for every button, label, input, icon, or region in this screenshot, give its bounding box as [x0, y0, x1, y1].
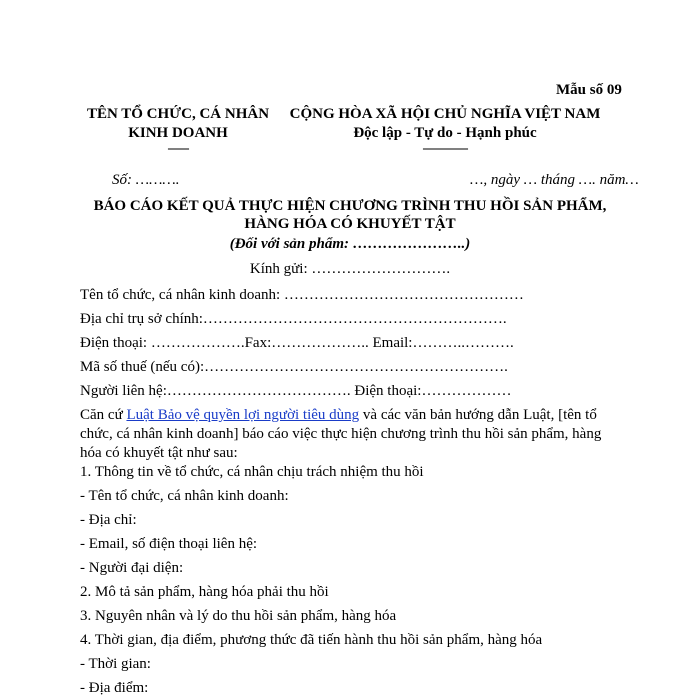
national-header-dash: --------------- [422, 141, 468, 155]
form-number: Mẫu số 09 [556, 82, 622, 98]
paragraph-suffix: và các văn bản hướng dẫn Luật, [tên tổ chức, cá nhân kinh doanh] báo cáo việc thực hiện chương trình thu hồi sản phẩm, hàng hóa có khuyết tật như sau: [80, 407, 602, 461]
national-header [280, 105, 610, 153]
title-line1: BÁO CÁO KẾT QUẢ THỰC HIỆN CHƯƠNG TRÌNH THU HỒI SẢN PHẨM, [93, 198, 607, 214]
title-line2: HÀNG HÓA CÓ KHUYẾT TẬT [244, 216, 456, 232]
recipient-line: Kính gửi: ………………………. [249, 261, 451, 277]
organization-header [68, 105, 288, 153]
org-header-line2: KINH DOANH [128, 125, 228, 141]
org-header-line1: TÊN TỔ CHỨC, CÁ NHÂN [86, 106, 270, 122]
field-tax-code: Mã số thuế (nếu có):……………………………………………………. [80, 359, 508, 375]
list-item: 4. Thời gian, địa điểm, phương thức đã tiến hành thu hồi sản phẩm, hàng hóa [80, 632, 543, 648]
list-item: 3. Nguyên nhân và lý do thu hồi sản phẩm, hàng hóa [80, 608, 397, 624]
list-item: - Địa điểm: [80, 680, 149, 696]
field-contact-numbers: Điện thoại: ……………….Fax:……………….. Email:………..………. [80, 335, 514, 351]
list-item: - Người đại diện: [80, 560, 184, 576]
paragraph-prefix: Căn cứ [80, 407, 127, 423]
list-item: - Địa chỉ: [80, 512, 137, 528]
field-business-name: Tên tổ chức, cá nhân kinh doanh: ………………………………………… [80, 287, 524, 303]
product-subtitle: (Đối với sản phẩm: …………………..) [229, 236, 471, 252]
list-item: 1. Thông tin về tổ chức, cá nhân chịu trách nhiệm thu hồi [80, 464, 424, 480]
date-line: …, ngày … tháng …. năm… [470, 172, 639, 188]
law-link[interactable]: Luật Bảo vệ quyền lợi người tiêu dùng [126, 407, 360, 423]
intro-paragraph [80, 406, 625, 463]
list-item: - Tên tổ chức, cá nhân kinh doanh: [80, 488, 289, 504]
field-contact-person: Người liên hệ:………………………………. Điện thoại:……………… [80, 383, 512, 399]
list-item: - Thời gian: [80, 656, 151, 672]
document-number: Số: ………. [112, 172, 180, 188]
list-item: - Email, số điện thoại liên hệ: [80, 536, 258, 552]
national-motto: Độc lập - Tự do - Hạnh phúc [353, 125, 537, 141]
list-item: 2. Mô tả sản phẩm, hàng hóa phải thu hồi [80, 584, 329, 600]
org-header-dash: ------- [167, 141, 189, 155]
document-title [60, 197, 640, 233]
national-header-line1: CỘNG HÒA XÃ HỘI CHỦ NGHĨA VIỆT NAM [289, 106, 601, 122]
field-head-office: Địa chỉ trụ sở chính:……………………………………………………. [80, 311, 507, 327]
